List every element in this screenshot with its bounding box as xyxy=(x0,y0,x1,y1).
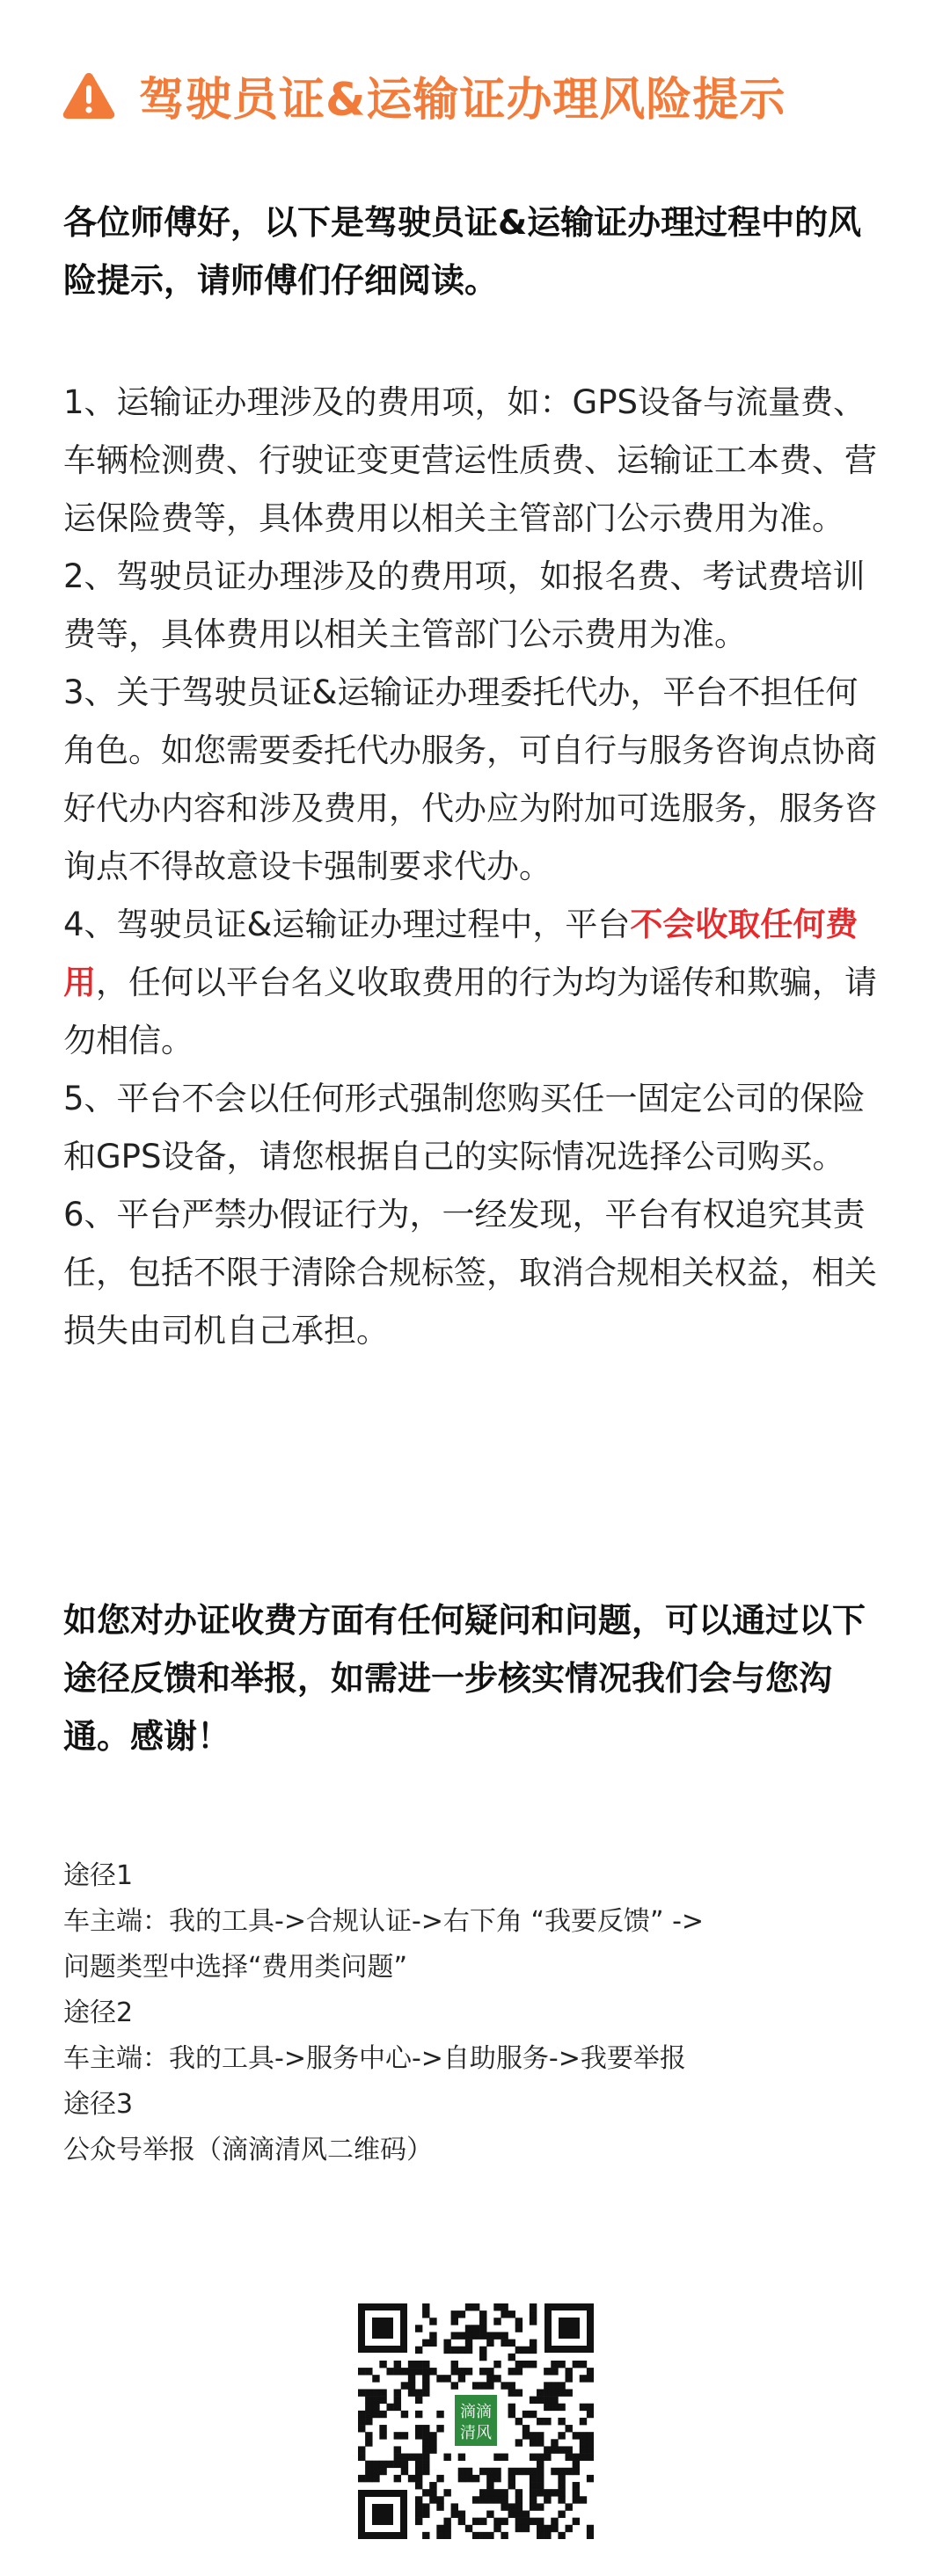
risk-item-5: 5、平台不会以任何形式强制您购买任一固定公司的保险和GPS设备，请您根据自己的实际情况选择公司购买。 xyxy=(63,1080,866,1175)
channel-1-path-cont: 问题类型中选择“费用类问题” xyxy=(63,1952,408,1983)
risk-item-6: 6、平台严禁办假证行为，一经发现，平台有权追究其责任，包括不限于清除合规标签，取消合规相关权益，相关损失由司机自己承担。 xyxy=(63,1196,877,1350)
no-fee-highlight: 不会收取任何费用 xyxy=(63,906,859,1001)
risk-item-4-text: 4、驾驶员证&运输证办理过程中，平台 xyxy=(63,906,631,943)
svg-text:清风: 清风 xyxy=(460,2424,492,2442)
channel-3-label: 途径3 xyxy=(63,2089,134,2120)
risk-item-1: 1、运输证办理涉及的费用项，如：GPS设备与流量费、车辆检测费、行驶证变更营运性质费、运输证工本费、营运保险费等，具体费用以相关主管部门公示费用为准。 xyxy=(63,383,877,537)
header xyxy=(62,60,906,130)
channel-1-path: 车主端：我的工具->合规认证->右下角 “我要反馈” -> xyxy=(63,1906,705,1937)
page-title: 驾驶员证&运输证办理风险提示 xyxy=(139,73,786,127)
channel-2-label: 途径2 xyxy=(63,1997,134,2028)
feedback-paragraph: 如您对办证收费方面有任何疑问和问题，可以通过以下途径反馈和举报，如需进一步核实情况我们会与您沟通。感谢！ xyxy=(63,1601,866,1756)
didi-qingfeng-logo xyxy=(451,2391,501,2449)
svg-text:滴滴: 滴滴 xyxy=(460,2403,492,2421)
risk-list xyxy=(63,374,890,1360)
warning-triangle-icon xyxy=(62,70,116,120)
risk-item-3: 3、关于驾驶员证&运输证办理委托代办，平台不担任何角色。如您需要委托代办服务，可自行与服务咨询点协商好代办内容和涉及费用，代办应为附加可选服务，服务咨询点不得故意设卡强制要求代办。 xyxy=(63,673,877,885)
qr-code[interactable] xyxy=(358,2303,594,2539)
channel-1-label: 途径1 xyxy=(63,1860,134,1891)
intro-paragraph: 各位师傅好，以下是驾驶员证&运输证办理过程中的风险提示，请师傅们仔细阅读。 xyxy=(63,203,862,300)
risk-item-4-text-end: ，任何以平台名义收取费用的行为均为谣传和欺骗，请勿相信。 xyxy=(63,964,877,1059)
feedback-channels xyxy=(63,1853,890,2173)
risk-item-4 xyxy=(63,896,890,1070)
risk-item-2: 2、驾驶员证办理涉及的费用项，如报名费、考试费培训费等，具体费用以相关主管部门公示费用为准。 xyxy=(63,557,866,653)
channel-2-path: 车主端：我的工具->服务中心->自助服务->我要举报 xyxy=(63,2043,686,2074)
channel-3-path: 公众号举报（滴滴清风二维码） xyxy=(63,2135,433,2165)
